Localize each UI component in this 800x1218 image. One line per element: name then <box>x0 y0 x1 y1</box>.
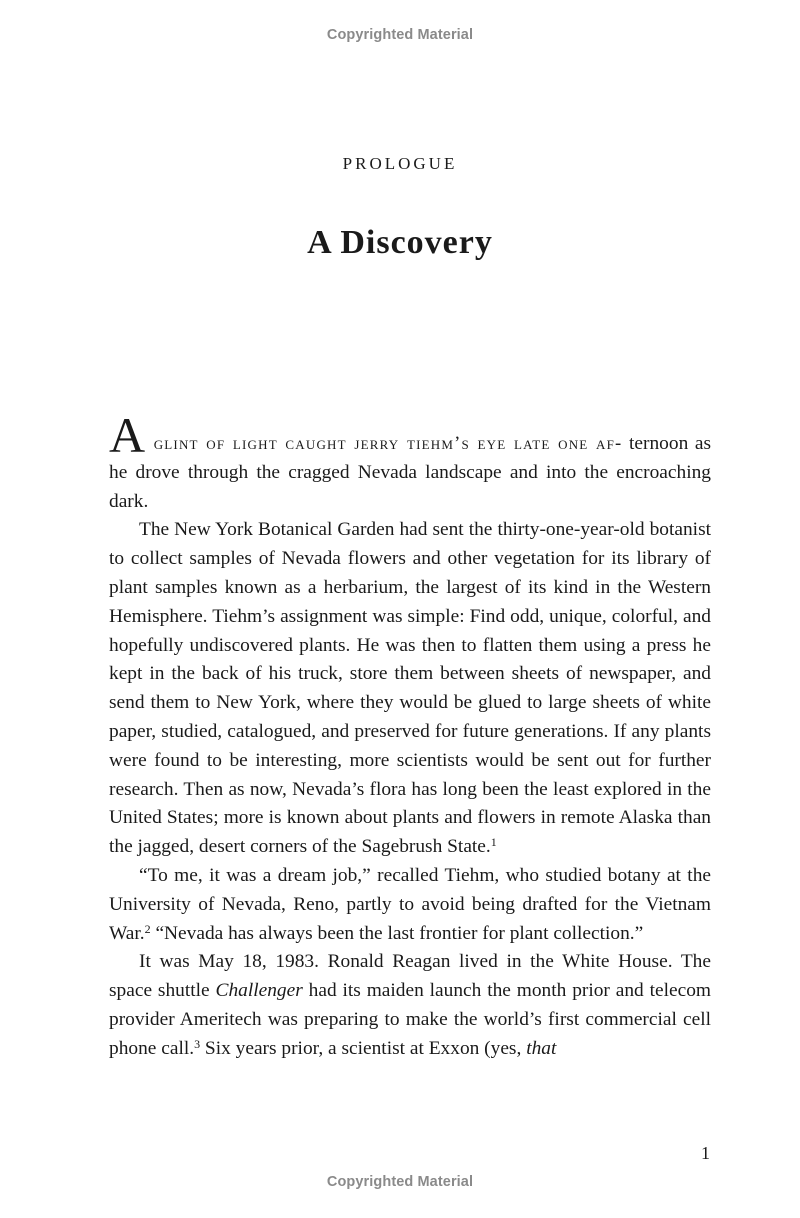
footnote-ref-2: 2 <box>144 921 151 936</box>
paragraph-2-text: The New York Botanical Garden had sent the thirty-one-year-old botanist to collect samples of Nevada flowers and other vegetation for its library of plant samples known as a herbarium, the largest of its kind in the Western Hemisphere. Tiehm’s assignment was simple: Find odd, unique, colorful, and hopefully undiscovered plants. He was then to flatten them using a press he kept in the back of his truck, store them between sheets of newspaper, and send them to New York, where they would be glued to large sheets of white paper, studied, catalogued, and preserved for future generations. If any plants were found to be interesting, more scientists would be sent out for further research. Then as now, Nevada’s flora has long been the least explored in the United States; more is known about plants and flowers in remote Alaska than the jagged, desert corners of the Sagebrush State. <box>109 519 711 858</box>
paragraph-4 <box>109 948 711 1063</box>
paragraph-4-text-b: had its maiden launch the month prior and telecom provider Ameritech was preparing to make the world’s first commercial cell phone call. <box>109 980 711 1059</box>
footnote-ref-3: 3 <box>194 1036 201 1051</box>
drop-cap: A <box>109 407 147 463</box>
paragraph-4-text-a: It was May 18, 1983. Ronald Reagan lived in the White House. The space shuttle <box>109 951 711 1002</box>
paragraph-1-text: ternoon as he drove through the cragged Nevada landscape and into the encroaching dark. <box>109 433 711 512</box>
chapter-label: PROLOGUE <box>342 154 458 173</box>
copyright-watermark-top: Copyrighted Material <box>326 27 474 43</box>
paragraph-3-text-a: “To me, it was a dream job,” recalled Tiehm, who studied botany at the University of Nevada, Reno, partly to avoid being drafted for the Vietnam War. <box>109 864 711 944</box>
body-text <box>109 407 711 1064</box>
paragraph-4-text-c: Six years prior, a scientist at Exxon (yes, <box>200 1037 527 1059</box>
paragraph-4-italic-that: that <box>526 1037 557 1059</box>
paragraph-4-italic-challenger: Challenger <box>215 980 303 1002</box>
page-number: 1 <box>701 1143 710 1163</box>
chapter-title: A Discovery <box>307 224 493 261</box>
opening-small-caps: glint of light caught jerry tiehm’s eye late one af- <box>146 433 623 454</box>
paragraph-2 <box>109 516 711 862</box>
copyright-watermark-bottom: Copyrighted Material <box>326 1174 474 1190</box>
paragraph-3 <box>109 862 711 948</box>
paragraph-1 <box>109 407 711 516</box>
footnote-ref-1: 1 <box>490 835 497 850</box>
paragraph-3-text-b: “Nevada has always been the last frontier for plant collection.” <box>150 922 644 944</box>
